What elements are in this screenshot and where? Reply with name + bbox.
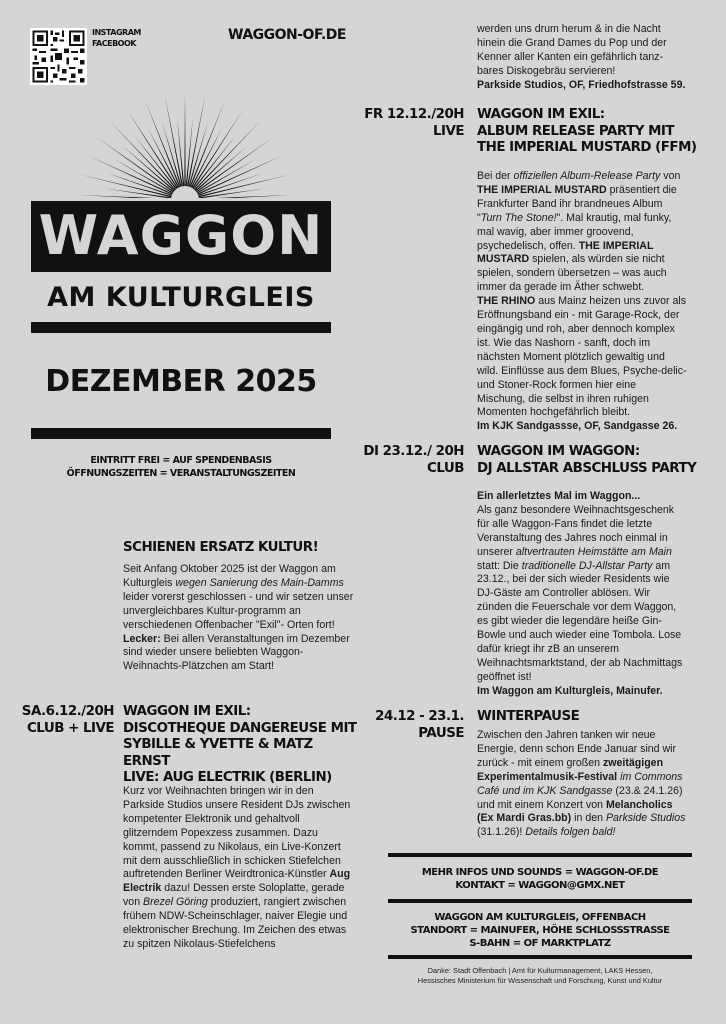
footer-divider xyxy=(388,899,692,903)
text-run: THE IMPERIAL MUSTARD xyxy=(477,183,607,196)
event-venue: Im Waggon am Kulturgleis, Mainufer. xyxy=(477,684,663,697)
event1-text-continued xyxy=(477,23,687,93)
event2-title xyxy=(477,107,717,157)
footer-links xyxy=(388,866,692,892)
text-run: (31.1.26)! xyxy=(477,826,526,839)
text-run: Details folgen bald! xyxy=(525,826,616,839)
facebook-link[interactable]: FACEBOOK xyxy=(92,39,136,48)
event-venue: Im KJK Sandgassse, OF, Sandgasse 26. xyxy=(477,420,678,433)
text-run: Bei allen Veranstaltungen im Dezember sind wieder unsere beliebten Waggon-Weihnachts-Plätzchen am Start! xyxy=(123,632,350,673)
divider-bar xyxy=(31,322,331,333)
logo-subtitle: AM KULTURGLEIS xyxy=(47,282,315,313)
footer-divider xyxy=(388,955,692,959)
text-run: Brezel Göring xyxy=(143,896,208,909)
sun-ray xyxy=(190,100,226,188)
entry-line: ÖFFNUNGSZEITEN = VERANSTALTUNGSZEITEN xyxy=(66,467,296,479)
sun-ray xyxy=(80,175,172,198)
sun-ray xyxy=(110,122,175,190)
thanks-line: Hessisches Ministerium für Wissenschaft und Forschung, Kunst und Kultur xyxy=(417,976,663,985)
title-line: DJ ALLSTAR ABSCHLUSS PARTY xyxy=(477,460,697,476)
text-run: aus Mainz heizen uns zuvor als Eröffnungsband ein - mit Garage-Rock, der eingängig und roh, aber dennoch komplex ist. Wie das Nashorn - sanft, doch im nächsten Moment plötzlich gewaltig und wild. Einflüsse aus dem Blues, Psyche-delic- und Stoner-Rock formen hier eine Mischung, die selbst in ihren ruhigen Momenten hochgefährlich bleibt. xyxy=(477,295,687,419)
footer-website[interactable]: MEHR INFOS UND SOUNDS = WAGGON-OF.DE xyxy=(421,867,659,878)
event-type: PAUSE xyxy=(418,725,464,741)
event3-date xyxy=(360,444,464,477)
text-run: Bei der xyxy=(477,170,514,182)
social-links xyxy=(92,27,141,49)
title-line: ALBUM RELEASE PARTY MIT xyxy=(477,123,675,139)
event1-text xyxy=(123,785,355,952)
text-run: Kurz vor Weihnachten bringen wir in den Parkside Studios unsere Resident DJs zwischen kompetenter Elektronik und gehaltvoll glitzerndem Popexzess zusammen. Dazu kommt, passend zu Nikolaus, ein Live-Konzert mit dem ausschließlich in schicken Stiefelchen auftretenden Berliner Weirdtronica-Künstler xyxy=(123,785,351,881)
text-run: THE RHINO xyxy=(477,295,536,308)
event-type: LIVE xyxy=(432,123,464,139)
text-run: Melancholics (Ex Mardi Gras.bb) xyxy=(477,798,673,825)
entry-info xyxy=(31,455,331,480)
text-run: wegen Sanierung des Main-Damms xyxy=(175,576,344,589)
title-line: SYBILLE & YVETTE & MATZ ERNST xyxy=(123,737,313,769)
title-line: WAGGON IM WAGGON: xyxy=(477,444,640,459)
ersatz-heading: SCHIENEN ERSATZ KULTUR! xyxy=(123,540,319,555)
footer-email[interactable]: KONTAKT = WAGGON@GMX.NET xyxy=(455,880,625,891)
text-run: Turn The Stone! xyxy=(480,211,557,224)
event1-date xyxy=(4,704,114,737)
text-run: im Commons Café und im KJK Sandgasse xyxy=(477,770,683,797)
instagram-link[interactable]: INSTAGRAM xyxy=(92,28,141,37)
text-run: zweitägigen Experimentalmusik-Festival xyxy=(477,756,664,783)
event3-text xyxy=(477,490,687,699)
text-run: Zwischen den Jahren tanken wir neue Energie, denn schon Ende Januar sind wir zurück - mit einem großen xyxy=(477,729,677,769)
text-run: (23.& 24.1.26) und mit einem Konzert von xyxy=(477,784,683,811)
text-run: spielen, als würden sie nicht spielen, sondern übersetzen – was auch immer da gerade im Äther schwebt. xyxy=(477,253,667,294)
text-run: offiziellen Album-Release Party xyxy=(513,170,661,182)
title-line: DISCOTHEQUE DANGEREUSE MIT xyxy=(123,720,357,736)
sunburst-logo xyxy=(40,88,330,198)
text-run: Aug Electrik xyxy=(123,868,351,895)
logo-title: WAGGON xyxy=(38,204,324,267)
text-run: traditionelle DJ-Allstar Party xyxy=(521,559,653,572)
divider-bar xyxy=(31,428,331,439)
text-run: präsentiert die Frankfurter Band ihr brandneues Album " xyxy=(477,183,677,224)
text-run: Ein allerletztes Mal im Waggon... xyxy=(477,490,641,502)
website-url[interactable]: WAGGON-OF.DE xyxy=(228,27,346,43)
event-date: FR 12.12./20H xyxy=(364,107,464,122)
title-line: WAGGON IM EXIL: xyxy=(123,704,251,719)
sun-ray xyxy=(193,136,236,190)
event2-date xyxy=(360,107,464,140)
text-run: in den xyxy=(571,812,606,825)
title-line: LIVE: AUG ELECTRIK (BERLIN) xyxy=(123,770,332,785)
event4-text xyxy=(477,729,687,840)
text-run: produziert, rangiert zwischen frühem NDW-Scheinschlager, naiver Elegie und elektronischer Brechung. Im Zeichen des etwas zu spitzen Nikolaus-Stiefelchens xyxy=(123,896,348,950)
event-date: SA.6.12./20H xyxy=(21,704,114,719)
sun-ray xyxy=(194,122,259,190)
event4-title: WINTERPAUSE xyxy=(477,709,580,724)
text-run: Parkside Studios xyxy=(605,812,686,825)
text-run: Seit Anfang Oktober 2025 ist der Waggon am Kulturgleis xyxy=(123,563,336,589)
sun-ray xyxy=(184,92,185,186)
text-run: THE IMPERIAL MUSTARD xyxy=(477,239,654,266)
event4-date xyxy=(360,709,464,742)
text-run: Als ganz besondere Weihnachtsgeschenk für alle Waggon-Fans findet die letzte Veranstaltung des Jahres noch einmal in unserer xyxy=(477,503,675,558)
text-run: dazu! Dessen erste Soloplatte, gerade von xyxy=(123,882,345,909)
text-run: leider vorerst geschlossen - und wir setzen unser unvergleichbares Kultur-programm an verschiedenen Offenbacher "Exil"- Orten fort! xyxy=(123,590,354,631)
address-line: STANDORT = MAINUFER, HÖHE SCHLOSSSTRASSE xyxy=(410,925,670,936)
sun-ray xyxy=(191,127,223,188)
address-line: S-BAHN = OF MARKTPLATZ xyxy=(469,938,611,949)
entry-line: EINTRITT FREI = AUF SPENDENBASIS xyxy=(90,455,272,466)
text-run: von xyxy=(660,170,681,182)
event2-text xyxy=(477,170,687,434)
footer-divider xyxy=(388,853,692,857)
title-line: WAGGON IM EXIL: xyxy=(477,107,605,122)
event-date: DI 23.12./ 20H xyxy=(363,444,464,459)
sun-ray xyxy=(198,175,290,198)
sun-ray xyxy=(145,100,181,188)
event-venue: Parkside Studios, OF, Friedhofstrasse 59. xyxy=(477,78,686,91)
text-run: am 23.12., bei der sich wieder Residents wie DJ-Gäste am Controller ablösen. Wir zünden die Feuerschale vor dem Waggon, es gibt wieder die legendäre heiße Gin-Bowle und auch wieder eine Tombola. Lose dafür kriegt ihr zB an unserem Weihnachtsmarktstand, der ab Nachmittags geöffnet ist! xyxy=(477,559,683,683)
footer-address xyxy=(388,911,692,950)
ersatz-text xyxy=(123,563,355,674)
event-date: 24.12 - 23.1. xyxy=(375,709,464,724)
text-run: werden uns drum herum & in die Nacht hinein die Grand Dames du Pop und der Kenner aller Kanten ein gefährlich tanz-bares Diskogebräu servieren! xyxy=(477,23,667,77)
text-run: ". Mal krautig, mal funky, mal wavig, aber immer groovend, psychedelisch, offen. xyxy=(477,211,672,252)
text-run: Lecker: xyxy=(123,632,161,645)
address-line: WAGGON AM KULTURGLEIS, OFFENBACH xyxy=(434,912,646,923)
sponsor-thanks xyxy=(388,966,692,986)
thanks-line: Danke: Stadt Offenbach | Amt für Kulturmanagement, LAKS Hessen, xyxy=(427,966,653,975)
title-line: THE IMPERIAL MUSTARD (FFM) xyxy=(477,140,697,155)
text-run: statt: Die xyxy=(477,559,522,572)
event-type: CLUB xyxy=(427,460,464,476)
month-title: DEZEMBER 2025 xyxy=(45,364,317,399)
event3-title xyxy=(477,444,717,477)
sun-ray xyxy=(134,136,177,190)
event1-title xyxy=(123,704,363,787)
qr-code-icon[interactable] xyxy=(30,28,87,85)
sun-ray xyxy=(147,127,179,188)
text-run: altvertrauten Heimstätte am Main xyxy=(515,545,672,558)
event-type: CLUB + LIVE xyxy=(26,720,114,736)
